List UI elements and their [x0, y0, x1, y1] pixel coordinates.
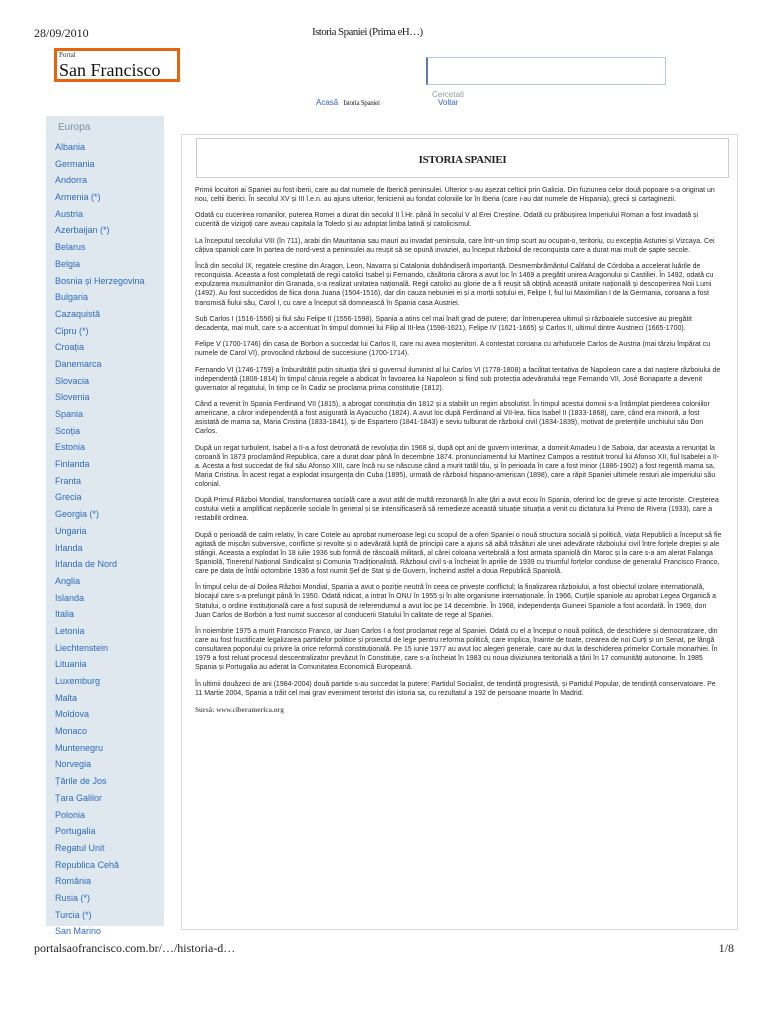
print-doc-title: Istoria Spaniei (Prima eH…)	[312, 26, 423, 38]
logo-small-text: Portal	[59, 51, 76, 59]
sidebar-item[interactable]: Țara Galilor	[55, 792, 103, 803]
sidebar-item[interactable]: Cipru (*)	[55, 325, 89, 336]
article-title: ISTORIA SPANIEI	[418, 154, 507, 166]
article-paragraph: După un regat turbulent, Isabel a II-a a fost detronată de revoluția din 1968 și, după opt ani de guvern interimar, a domnit Amadeu I de Saboia, dar aceasta a renunțat la coroană în 1873 proclamând Republica, care a durat doar până în decembrie 1874. pronunciamentul lui Martínez Campos a restituit tronul lui Afonso XII, fiul Isabelei a II-a. Acesta a fost succedat de fiul său Afonso XIII, care încă nu se născuse când a murit tatăl tău, și în perioada în care a fost minor (1886-1902) a fost regentă mama sa, Maria Cristina. În acest regat a explodat insurgența din Cuba (1895), urmată de războiul hispano-american (1898), care a răpit Spaniei ultimele resturi ale imperiului său colonial.	[195, 444, 720, 488]
sidebar-item[interactable]: Regatul Unit	[55, 842, 105, 853]
sidebar-item[interactable]: Letonia	[55, 625, 85, 636]
sidebar-item[interactable]: Slovacia	[55, 375, 90, 386]
site-logo[interactable]	[54, 48, 180, 82]
sidebar-item[interactable]: Polonia	[55, 809, 86, 820]
sidebar-item[interactable]: Azerbaijan (*)	[55, 225, 110, 236]
sidebar-item[interactable]: Liechtenstein	[55, 642, 109, 653]
sidebar-item[interactable]: Belarus	[55, 242, 86, 253]
article-paragraph: Sub Carlos I (1516-1556) și fiul său Felipe II (1556-1598), Spania a atins cel mai înalt grad de putere; dar întreruperea ultimul și războaiele succesive au pregătit decadența, mai mult, care s-a accentuat în timpul domniei lui Filip al III-lea (1598-1621), Felipe IV (1621-1665) și Carlos II, ultimul dintre Austrieci (1665-1700).	[195, 315, 692, 332]
sidebar-item[interactable]: San Marino	[55, 926, 102, 937]
sidebar-item[interactable]: Anglia	[55, 575, 81, 586]
sidebar-item[interactable]: Albania	[55, 142, 86, 152]
article-paragraph: Primii locuitori ai Spaniei au fost iberii, care au dat numele de Iberică peninsulei. Ulterior s-au așezat celticii prin Galicia. Din fuziunea celor două popoare s-a originat un nou, celtii iberici. În secolul XV și III î.e.n. au ajuns ulterior, fenicienii au fondat coloniile lor în Iberia (care i-au dat numele de Hispania), grecii și cartaginezii.	[195, 187, 715, 204]
article-source: Sursă: www.ciberamerica.org	[195, 705, 284, 714]
sidebar-item[interactable]: Spania	[55, 409, 84, 419]
article-paragraph: Când a revenit în Spania Ferdinand VII (1815), a abrogat constituția din 1812 și a stabilit un regim absolutist. În timpul acestui domnii s-a întâmplat pierderea coloniilor americane, a căror independență a fost asigurată la Ayacucho (1824). A avut loc după Ferdinand al VII-lea. fiica Isabel II (1833-1868), care, când era minoră, a fost asistată de mama sa, Maria Cristina (1833-1841), și de Espartero (1841-1843) e seviu tulburat de războiul civil (1834-1839), motivat de pretențiile unchiului său Don Carlos.	[195, 401, 710, 436]
sidebar-item[interactable]: Italia	[55, 609, 75, 620]
sidebar-item[interactable]: Grecia	[55, 492, 82, 503]
breadcrumb-home-link[interactable]: Acasă	[316, 98, 339, 107]
sidebar-item[interactable]: Irlanda	[55, 542, 83, 553]
article-body	[195, 186, 723, 715]
sidebar-item[interactable]: Ungaria	[55, 525, 87, 536]
sidebar-item[interactable]: Georgia (*)	[55, 509, 100, 520]
article-paragraph: Felipe V (1700-1746) din casa de Borbon a succedat lui Carlos II, care nu avea moștenitori. A contestat coroana cu arhiducele Carlos de Austria (mai târziu împărat cu numele de Carol VI), provocând războiul de succesiune (1700-1714).	[195, 341, 711, 358]
sidebar-item[interactable]: Luxemburg	[55, 676, 101, 686]
sidebar-item[interactable]: Islanda	[55, 592, 85, 603]
sidebar-item[interactable]: Finlanda	[55, 459, 90, 470]
article-paragraph: Fernando VI (1746-1759) a îmbunătățit puțin situația țării și guvernul iluminist al lui Carlos VI (1778-1808) a facilitat tentativa de Napoleon care a dat naștere războiului de independență (1808-1814) în timpul căruia regele a abdicat în favoarea lui Napoleon și fiind sub protecția adevăratului rege Fernando VII, José Bonaparte a devenit guvernator al regatului, în timp ce în Cadiz se proclama prima constituție (1812).	[195, 366, 721, 392]
sidebar-item[interactable]: Rusia (*)	[55, 892, 91, 903]
sidebar-item[interactable]: Andorra	[55, 175, 88, 186]
sidebar	[46, 116, 164, 937]
sidebar-item[interactable]: Bosnia și Herzegovina	[55, 275, 145, 286]
sidebar-item[interactable]: Turcia (*)	[55, 909, 92, 920]
print-footer	[34, 941, 734, 955]
sidebar-item[interactable]: Franta	[55, 475, 82, 486]
search-button[interactable]: Cercetati	[432, 90, 465, 99]
sidebar-item[interactable]: Germania	[55, 158, 95, 169]
sidebar-item[interactable]: Cazaquistă	[55, 308, 101, 319]
sidebar-item[interactable]: Belgia	[55, 258, 81, 269]
print-date: 28/09/2010	[34, 26, 89, 40]
article-paragraph: În ultimii douăzeci de ani (1984-2004) două partide s-au succedat la putere: Partidul Socialist, de tendință progresistă, și Partidul Popular, de tendință conservatoare. Pe 11 Martie 2004, Spania a trăit cel mai grav eveniment terorist din istoria sa, cu rezultatul a 192 de persoane moarte în Madrid.	[195, 680, 716, 697]
sidebar-item[interactable]: Scoția	[55, 425, 81, 436]
sidebar-list	[46, 139, 164, 940]
sidebar-item[interactable]: Țările de Jos	[55, 776, 107, 787]
article-paragraph: Odată cu cucerirea romanilor, puterea Romei a durat din secolul II î.Hr. până în secolul V al Erei Creștine. Odată cu prăbușirea Imperiului Roman a fost invadată și cucerită de vizigoți care aveau capitala la Toledo și au adoptat limba latină și catolicismul.	[195, 212, 699, 229]
article-title-box	[196, 138, 729, 178]
logo-big-text: San Francisco	[59, 60, 161, 80]
sidebar-item[interactable]: Croația	[55, 342, 85, 353]
article-paragraph: La începutul secolului VIII (în 711), arabi din Mauritania sau mauri au invadat peninsula, care într-un timp scurt au ocupat-o, teritoriu, cu excepția Asturiei și Vizcaya. Cei câțiva spanioli care în partea de nord-vest a peninsulei au reușit să se opună invaziei, au început războiul de reconquista care a durat mai mult de șapte secole.	[195, 237, 715, 254]
print-url: portalsaofrancisco.com.br/…/historia-d…	[34, 941, 236, 955]
sidebar-item[interactable]: Danemarca	[55, 358, 102, 369]
breadcrumb-current: Istoria Spaniei	[343, 99, 380, 107]
sidebar-item[interactable]: Bulgaria	[55, 292, 89, 303]
sidebar-item[interactable]: Austria	[55, 208, 84, 219]
article-paragraph: După Primul Război Mondial, transformarea socială care a avut atât de multă rezonanță în alte țări a avut ecou în Spania, oferind loc de greve și acte teroriste. Creșterea costului vieții a amplificat nepăcerile sociale în general și se intensificaseră să remedieze această situație situația a venit cu dictatura lui Primo de Rivera (1933), care a restabilit ordinea.	[195, 497, 719, 523]
main-content	[181, 134, 738, 930]
sidebar-heading: Europa	[58, 122, 91, 133]
sidebar-item[interactable]: Republica Cehă	[55, 859, 120, 870]
print-header	[34, 26, 734, 40]
article-paragraph: În noiembrie 1975 a murit Francisco Franco, iar Juan Carlos I a fost proclamat rege al Spaniei. Odată cu el a început o nouă politică, de deschidere și democratizare, din care au fost fructificate legalizarea partidelor politice și proiectul de lege pentru reforma politică, care implica, înainte de toate, crearea de noi Curți și un Senat, pe lângă consultarea poporului cu privire la orice reformă constituțională. Pe 15 iunie 1977 au avut loc alegeri generale, care au dus la deschiderea primelor Cortuile monarhiei. În 1979 a fost reluat procesul descentralizator prevăzut în Constituție, care s-a încheiat în 1983 cu noua diviziunea teritorială a țării în 17 comunități autonome. În 1985 Spania și Portugalia au aderat la Comunitatea Economică Europeană.	[195, 627, 718, 672]
sidebar-item[interactable]: Lituania	[55, 659, 87, 670]
sidebar-item[interactable]: Norvegia	[55, 759, 92, 770]
sidebar-item[interactable]: Monaco	[55, 726, 88, 737]
print-page-number: 1/8	[718, 941, 734, 955]
sidebar-item[interactable]: Malta	[55, 692, 78, 703]
search-input[interactable]	[426, 57, 666, 85]
article-paragraph: În timpul celui de-al Doilea Război Mondial, Spania a avut o poziție neutră în ceea ce privește conflictul; la finalizarea războiului, a fost obiectul izolare internațională, blocajul care s-a prelungit până în 1950. Odată ridicat, a intrat în ONU în 1955 și în alte organisme internaționale. În 1966, Curțile spaniole au aprobat Legea Organică a Statului, o ordine instituțională care a fost supusă de referendumul a avut loc pe 14 decembrie. În 1968, independența Guineei Spaniole a fost acordată. În 1969, don Juan Carlos de Borbón a fost numit succesor al conducerii Statului în calitate de rege al Spaniei.	[195, 584, 717, 619]
article-paragraph: Încă din secolul IX, regatele creștine din Aragon, Leon, Navarra și Catalonia dobândiseră importanță. Desmembrământul Califatul de Córdoba a accelerat luările de reconquista. Aceasta a fost completată de regii catolici Isabel și Fernando, căsătoria cărora a avut loc în 1469 a pregătit unirea Aragonului și Castiliei. În 1492, odată cu expulzarea musulmanilor din Granada, s-a realizat unitatea națională. Regii catolici au glorie de a fi reușit să obțină această unitate națională și descoperirea Noii Lumi (1492). Au fost succedidos de fiica dona Juana (1504-1516), dar din cauza nebuniei ei și a morții soțului ei, Felipe I, fiul lui Maximilian I de la Germania, coroana a fost transmisă fiului său, Carol I, cu care a început să domnească în Spania casa Austriei.	[195, 263, 714, 307]
breadcrumb	[316, 98, 459, 107]
sidebar-item[interactable]: Muntenegru	[55, 742, 104, 753]
sidebar-item[interactable]: România	[55, 876, 92, 887]
sidebar-item[interactable]: Slovenia	[55, 392, 90, 403]
sidebar-item[interactable]: Portugalia	[55, 826, 96, 837]
sidebar-item[interactable]: Moldova	[55, 709, 90, 720]
back-link[interactable]: Voltar	[438, 98, 459, 107]
sidebar-item[interactable]: Irlanda de Nord	[55, 559, 118, 570]
article-paragraph: După o perioadă de calm relativ, în care Cotele au aprobat numeroase legi cu scopul de a oferi Spaniei o nouă structura socială și politică, viața Republicii a început să fie agitată de mișcări subversive, conflicte și revolte și o adevărată luptă de principii care a ajuns să aibă trăsături ale unei adevărate războiului civil între forțele dreptei și ale stângii. Aceasta a explodat în 18 iulie 1936 sub formă de răscoală militară, al cărei coloana vertebrală a fost armata spaniolă din Maroc și la care s-a am alerat Falanga Spaniolă, Tineretul Național Sindicalist și Comunia Tradiționalistă. Războiul civil s-a încheiat în aprilie de 1939 cu triumful forțelor conduse de generalul Francisco Franco, care pe data de întâi octombrie 1936 a fost numit Șef de Stat și de Guvern, încheind astfel a doua Republică Spaniolă.	[195, 531, 722, 576]
sidebar-item[interactable]: Estonia	[55, 442, 86, 453]
sidebar-item[interactable]: Armenia (*)	[55, 192, 101, 203]
